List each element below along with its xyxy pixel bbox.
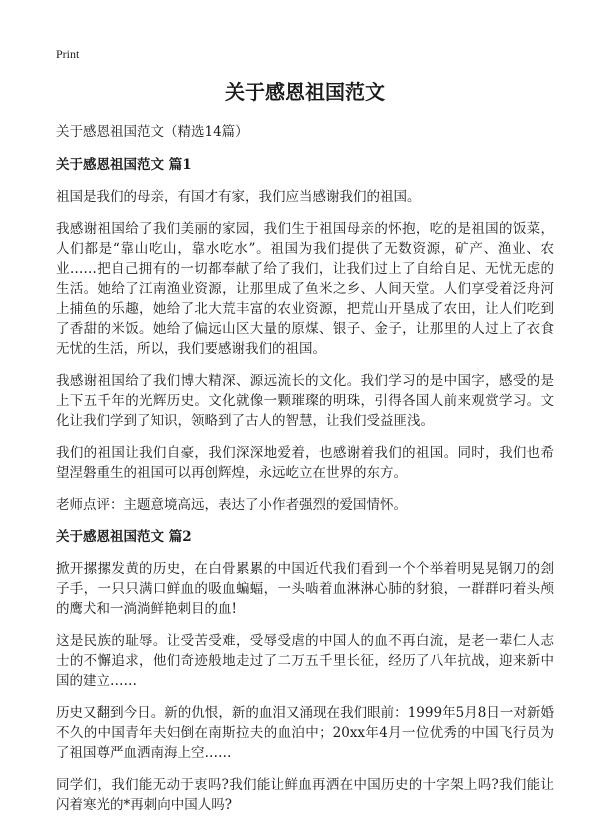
section-1 [56, 155, 554, 515]
teacher-comment: 老师点评：主题意境高远，表达了小作者强烈的爱国情怀。 [56, 497, 407, 513]
document-subtitle: 关于感恩祖国范文（精选14篇） [56, 124, 249, 140]
paragraph: 祖国是我们的母亲，有国才有家，我们应当感谢我们的祖国。 [56, 189, 421, 205]
section-heading: 关于感恩祖国范文 篇1 [56, 157, 192, 173]
paragraph: 历史又翻到今日。新的仇恨，新的血泪又涌现在我们眼前：1999年5月8日一对新婚不久的中国青年夫妇倒在南斯拉夫的血泊中；20xx年4月一位优秀的中国飞行员为了祖国尊严血洒南海上空…… [56, 705, 554, 761]
paragraph: 掀开摞摞发黄的历史，在白骨累累的中国近代我们看到一个个举着明晃晃钢刀的刽子手，一只只满口鲜血的吸血蝙蝠，一头啮着血淋淋心肺的豺狼，一群群叼着头颅的鹰犬和一淌淌鲜艳刺目的血! [56, 561, 554, 617]
paragraph: 这是民族的耻辱。让受苦受难，受辱受虐的中国人的血不再白流，是老一辈仁人志士的不懈追求，他们奇迹般地走过了二万五千里长征，经历了八年抗战，迎来新中国的建立…… [56, 633, 554, 689]
paragraph: 我感谢祖国给了我们博大精深、源远流长的文化。我们学习的是中国字，感受的是上下五千年的光辉历史。文化就像一颗璀璨的明珠，引得各国人前来观赏学习。文化让我们学到了知识，领略到了古人的智慧，让我们受益匪浅。 [56, 373, 554, 429]
section-heading: 关于感恩祖国范文 篇2 [56, 529, 192, 545]
section-2 [56, 527, 554, 815]
paragraph: 我们的祖国让我们自豪，我们深深地爱着，也感谢着我们的祖国。同时，我们也希望涅磐重生的祖国可以再创辉煌，永远屹立在世界的东方。 [56, 445, 554, 481]
paragraph: 同学们，我们能无动于衷吗?我们能让鲜血再洒在中国历史的十字架上吗?我们能让闪着寒光的*再刺向中国人吗? [56, 777, 554, 813]
paragraph: 我感谢祖国给了我们美丽的家园，我们生于祖国母亲的怀抱，吃的是祖国的饭菜，人们都是“靠山吃山，靠水吃水”。祖国为我们提供了无数资源，矿产、渔业、农业……把自己拥有的一切都奉献了给了我们，让我们过上了自给自足、无忧无虑的生活。她给了江南渔业资源，让那里成了鱼米之乡、人间天堂。人们享受着泛舟河上捕鱼的乐趣，她给了北大荒丰富的农业资源，把荒山开垦成了农田，让人们吃到了香甜的米饭。她给了偏远山区大量的原煤、银子、金子，让那里的人过上了衣食无忧的生活，所以，我们要感谢我们的祖国。 [56, 221, 554, 357]
print-link[interactable]: Print [56, 47, 80, 61]
page-title: 关于感恩祖国范文 [225, 80, 385, 104]
